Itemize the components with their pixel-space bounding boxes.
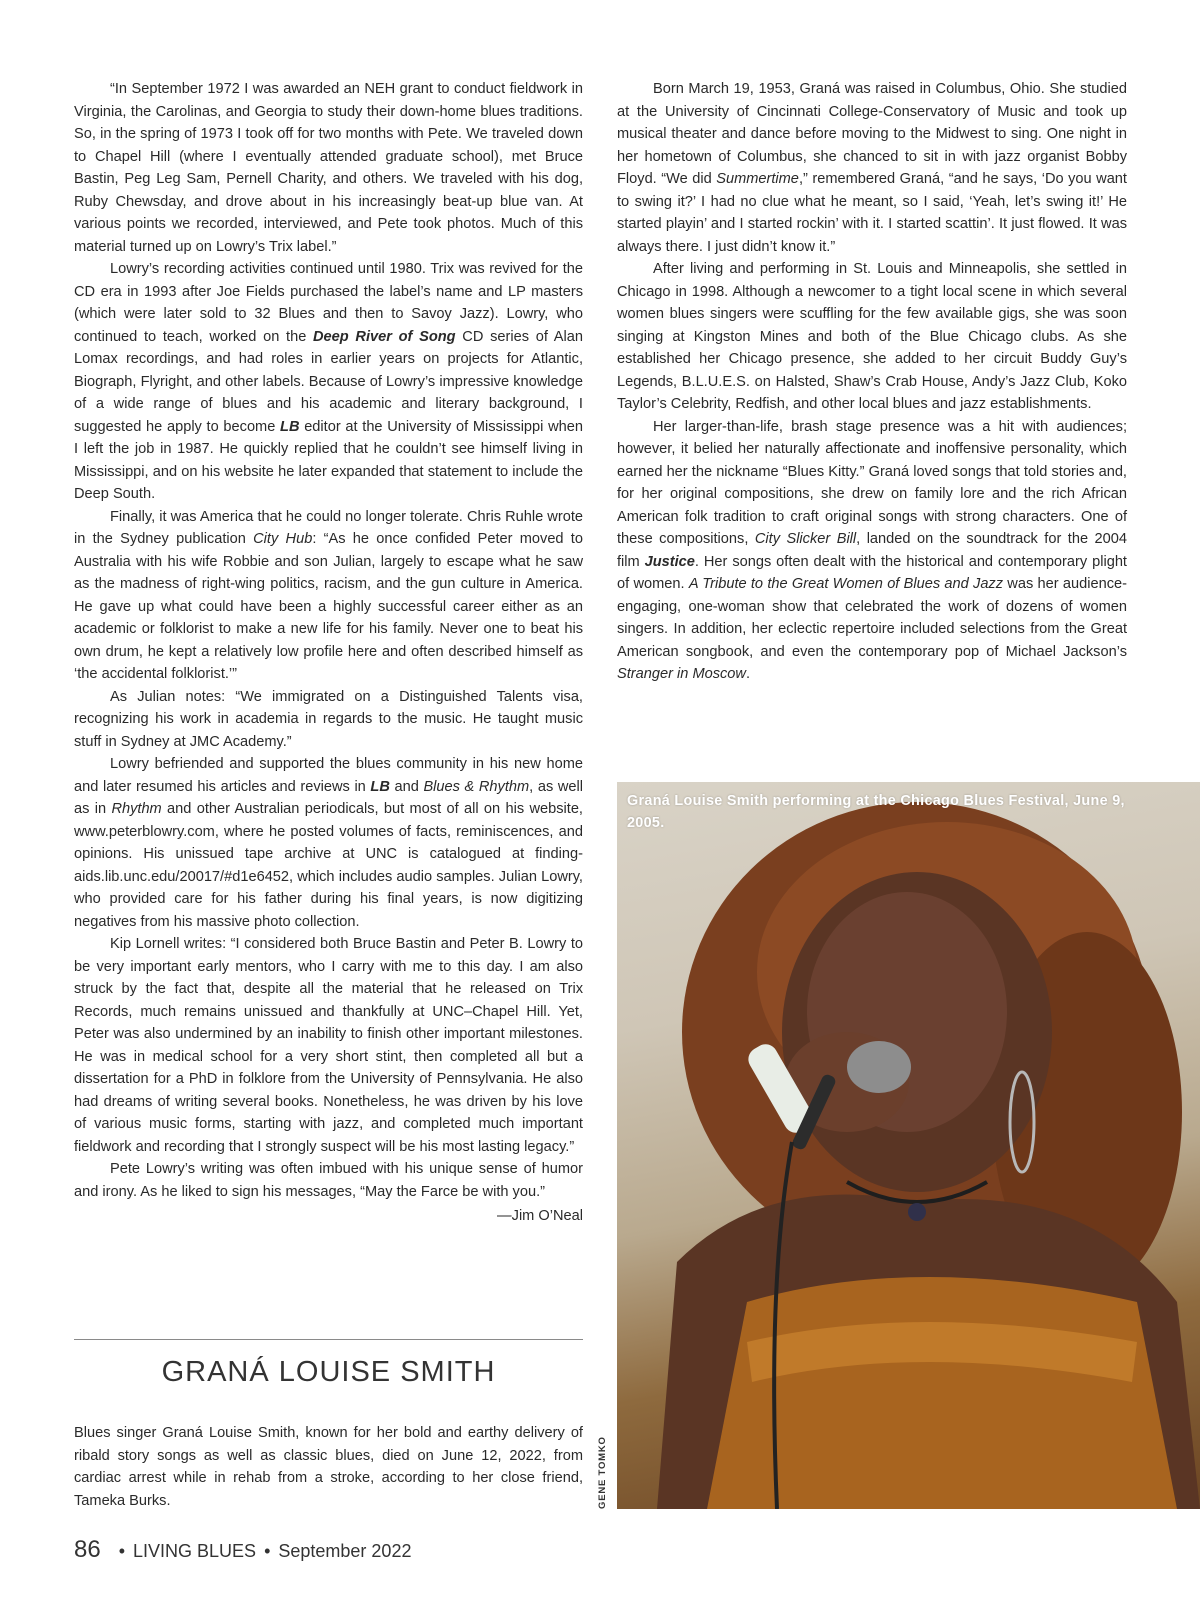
publication-title: Rhythm [111, 801, 162, 817]
magazine-abbrev: LB [280, 418, 300, 435]
paragraph: Lowry befriended and supported the blues community in his new home and later resumed his articles and reviews in LB and Blues & Rhythm, as well as in Rhythm and other Australian periodicals, but most of all on his website, www.peterblowry.com, where he posted volumes of facts, reminiscences, and opinions. His unissued tape archive at UNC is catalogued at finding-aids.lib.unc.edu/20017/#d1e6452, which includes audio samples. Julian Lowry, who provided care for his father during his final years, is now digitizing negatives from his massive photo collection. [74, 756, 583, 930]
magazine-abbrev: LB [370, 778, 390, 795]
page-footer [74, 1536, 411, 1564]
paragraph: Pete Lowry’s writing was often imbued with his unique sense of humor and irony. As he liked to sign his messages, “May the Farce be with you.” [74, 1161, 583, 1200]
film-title: Justice [644, 553, 695, 570]
publication-title: City Hub [253, 531, 313, 547]
song-title: Stranger in Moscow [617, 666, 746, 682]
bullet-separator: • [264, 1541, 271, 1561]
page-number: 86 [74, 1536, 101, 1563]
publication-title: Blues & Rhythm [423, 778, 530, 795]
paragraph: Finally, it was America that he could no longer tolerate. Chris Ruhle wrote in the Sydney publication City Hub: “As he once confided Peter moved to Australia with his wife Robbie and son Julian, largely to escape what he saw as the madness of right-wing politics, racism, and the gun culture in America. He gave up what could have been a highly successful career either as an academic or folklorist to make a new life for his family. Never one to beat his own drum, he kept a relatively low profile here and often described himself as ‘the accidental folklorist.’” [74, 508, 583, 682]
paragraph: Born March 19, 1953, Graná was raised in Columbus, Ohio. She studied at the University of Cincinnati College-Conservatory of Music and took up musical theater and dance before moving to the Midwest to sing. One night in her hometown of Columbus, she chanced to sit in with jazz organist Bobby Floyd. “We did Summertime,” remembered Graná, “and he says, ‘Do you want to swing it?’ I had no clue what he meant, so I said, ‘Yeah, let’s swing it!’ He started playin’ and I started rockin’ with it. I started scattin’. It just flowed. It was always there. I just didn’t know it.” [617, 81, 1127, 255]
paragraph: As Julian notes: “We immigrated on a Distinguished Talents visa, recognizing his work in academia in regards to the music. He taught music stuff in Sydney at JMC Academy.” [74, 688, 583, 750]
obituary-lead-paragraph: Blues singer Graná Louise Smith, known for her bold and earthy delivery of ribald story songs as well as classic blues, died on June 12, 2022, from cardiac arrest while in rehab from a stroke, according to her close friend, Tameka Burks. [74, 1425, 583, 1509]
photo-illustration [617, 782, 1200, 1509]
author-signature: —Jim O’Neal [497, 1208, 583, 1224]
album-title: Deep River of Song [313, 328, 456, 345]
obituary-title: GRANÁ LOUISE SMITH [161, 1356, 496, 1388]
right-article-column [617, 78, 1127, 686]
song-title: City Slicker Bill [754, 531, 857, 547]
magazine-name: LIVING BLUES [133, 1541, 257, 1561]
paragraph: Lowry’s recording activities continued until 1980. Trix was revived for the CD era in 1993 after Joe Fields purchased the label’s name and LP masters (which were later sold to 32 Blues and then to Savoy Jazz). Lowry, who continued to teach, worked on the Deep River of Song CD series of Alan Lomax recordings, and had roles in earlier years on projects for Atlantic, Biograph, Flyright, and other labels. Because of Lowry’s impressive knowledge of a wide range of blues and his academic and literary background, I suggested he apply to become LB editor at the University of Mississippi when I left the job in 1987. He quickly replied that he couldn’t see himself living in Mississippi, and on his website he later expanded that statement to include the Deep South. [74, 261, 583, 502]
paragraph: “In September 1972 I was awarded an NEH grant to conduct fieldwork in Virginia, the Carolinas, and Georgia to study their down-home blues traditions. So, in the spring of 1973 I took off for two months with Pete. We traveled down to Chapel Hill (where I eventually attended graduate school), met Bruce Bastin, Peg Leg Sam, Pernell Charity, and others. We traveled with his dog, Ruby Chewsday, and drove about in his increasingly beat-up blue van. At various points we recorded, interviewed, and Pete took photos. Much of this material turned up on Lowry’s Trix label.” [74, 81, 583, 255]
bullet-separator: • [118, 1541, 126, 1561]
song-title: Summertime [716, 171, 799, 187]
section-divider [74, 1339, 583, 1340]
show-title: A Tribute to the Great Women of Blues and Jazz [688, 576, 1004, 592]
paragraph: Her larger-than-life, brash stage presence was a hit with audiences; however, it belied her naturally affectionate and inoffensive personality, which earned her the nickname “Blues Kitty.” Graná loved songs that told stories and, for her original compositions, she drew on family lore and the rich African American folk tradition to craft original songs with strong characters. One of these compositions, City Slicker Bill, landed on the soundtrack for the 2004 film Justice. Her songs often dealt with the historical and contemporary plight of women. A Tribute to the Great Women of Blues and Jazz was her audience-engaging, one-woman show that celebrated the work of dozens of women singers. In addition, her eclectic repertoire included selections from the Great American songbook, and even the contemporary pop of Michael Jackson’s Stranger in Moscow. [617, 418, 1127, 682]
photo-credit: GENE TOMKO [597, 1436, 608, 1509]
paragraph: After living and performing in St. Louis and Minneapolis, she settled in Chicago in 1998. Although a newcomer to a tight local scene in which several women blues singers were scuffling for the few available gigs, she was soon singing at Kingston Mines and both of the Blue Chicago clubs. As she established her Chicago presence, she added to her circuit Buddy Guy’s Legends, B.L.U.E.S. on Halsted, Shaw’s Crab House, Andy’s Jazz Club, Koko Taylor’s Celebrity, Redfish, and other local blues and jazz establishments. [617, 261, 1127, 412]
paragraph: Kip Lornell writes: “I considered both Bruce Bastin and Peter B. Lowry to be very important early mentors, who I carry with me to this day. I am also struck by the fact that, despite all the material that he released on Trix Records, much remains unissued and thankfully at UNC–Chapel Hill. Yet, Peter was also undermined by an inability to finish other important milestones. He was in medical school for a very short stint, then completed all but a dissertation for a PhD in folklore from the University of Pennsylvania. He also had dreams of writing several books. Nonetheless, he was driven by his love of various music forms, starting with jazz, and completed much important fieldwork and recording that I strongly suspect will be his most lasting legacy.” [74, 936, 583, 1155]
photo-caption: Graná Louise Smith performing at the Chicago Blues Festival, June 9, 2005. [627, 793, 1125, 831]
issue-date: September 2022 [278, 1541, 412, 1561]
left-article-column [74, 78, 583, 1228]
singer-photo [617, 782, 1200, 1509]
